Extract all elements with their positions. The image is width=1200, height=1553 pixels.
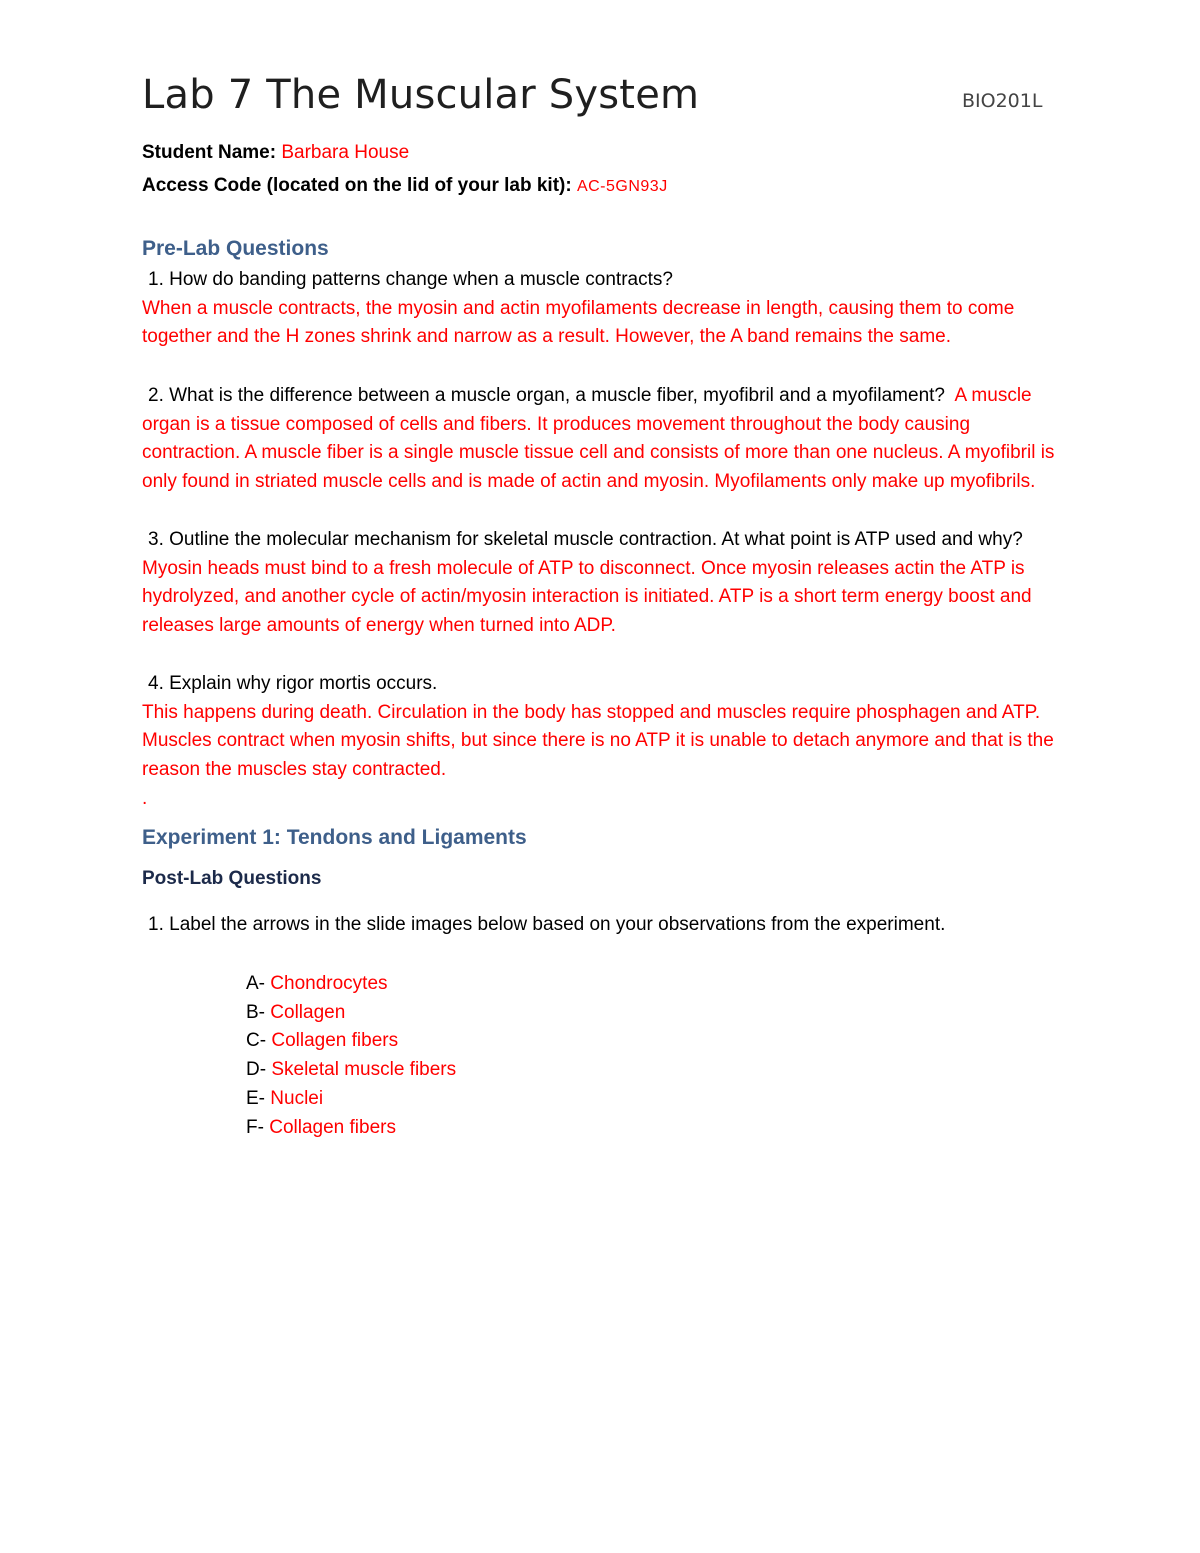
student-name-label: Student Name: — [142, 142, 277, 163]
label-value: Skeletal muscle fibers — [271, 1059, 457, 1081]
prelab-answer-1: When a muscle contracts, the myosin and actin myofilaments decrease in length, causing them to come together and the H zones shrink and narrow as a result. However, the A band remains the same. — [142, 297, 1015, 348]
postlab-question-1: 1. Label the arrows in the slide images below based on your observations from the experiment. — [148, 914, 946, 935]
prelab-q3-block — [142, 526, 1062, 641]
label-value: Nuclei — [270, 1087, 324, 1109]
list-item — [246, 999, 456, 1028]
prelab-question-2: 2. What is the difference between a muscle organ, a muscle fiber, myofibril and a myofilament? — [148, 385, 945, 406]
list-item — [246, 1085, 456, 1114]
list-item — [246, 1027, 456, 1056]
student-name-value: Barbara House — [281, 142, 410, 163]
prelab-answer-2: A muscle organ is a tissue composed of cells and fibers. It produces movement throughout the body causing contraction. A muscle fiber is a single muscle tissue cell and consists of more than one nucleus. A myofibril is only found in striated muscle cells and is made of actin and myosin. Myofilaments only make up myofibrils. — [142, 385, 1055, 493]
label-value: Collagen — [270, 1001, 346, 1023]
list-item — [246, 1056, 456, 1085]
student-name-line — [142, 142, 409, 164]
access-code-value: AC-5GN93J — [576, 178, 668, 195]
list-item — [246, 1114, 456, 1143]
postlab-heading: Post-Lab Questions — [142, 868, 322, 889]
label-value: Chondrocytes — [270, 973, 388, 994]
list-item — [246, 970, 456, 999]
prelab-question-3: 3. Outline the molecular mechanism for skeletal muscle contraction. At what point is ATP used and why? — [148, 529, 1023, 550]
label-letter: D- — [246, 1059, 267, 1081]
prelab-question-1: 1. How do banding patterns change when a muscle contracts? — [148, 269, 673, 290]
trailing-dot: . — [142, 788, 148, 809]
label-list — [246, 970, 456, 1142]
prelab-q4-block — [142, 670, 1062, 785]
access-code-line — [142, 175, 668, 197]
prelab-answer-4: This happens during death. Circulation in the body has stopped and muscles require phosphagen and ATP. Muscles contract when myosin shifts, but since there is no ATP it is unable to detach anymore and that is the reason the muscles stay contracted. — [142, 701, 1054, 781]
access-code-label: Access Code (located on the lid of your lab kit): — [142, 175, 572, 196]
label-letter: F- — [246, 1116, 264, 1138]
prelab-q2-block — [142, 382, 1062, 497]
label-letter: A- — [246, 973, 265, 994]
prelab-answer-3: Myosin heads must bind to a fresh molecule of ATP to disconnect. Once myosin releases actin the ATP is hydrolyzed, and another cycle of actin/myosin interaction is initiated. ATP is a short term energy boost and releases large amounts of energy when turned into ADP. — [142, 557, 1032, 637]
experiment1-heading: Experiment 1: Tendons and Ligaments — [142, 826, 527, 849]
prelab-question-4: 4. Explain why rigor mortis occurs. — [148, 673, 438, 694]
course-code: BIO201L — [962, 90, 1043, 112]
label-letter: B- — [246, 1001, 265, 1023]
prelab-q1-block — [142, 266, 1062, 352]
prelab-heading: Pre-Lab Questions — [142, 237, 329, 260]
label-value: Collagen fibers — [269, 1116, 396, 1138]
page-title: Lab 7 The Muscular System — [142, 72, 700, 118]
label-value: Collagen fibers — [271, 1030, 399, 1052]
label-letter: E- — [246, 1087, 265, 1109]
label-letter: C- — [246, 1030, 267, 1052]
